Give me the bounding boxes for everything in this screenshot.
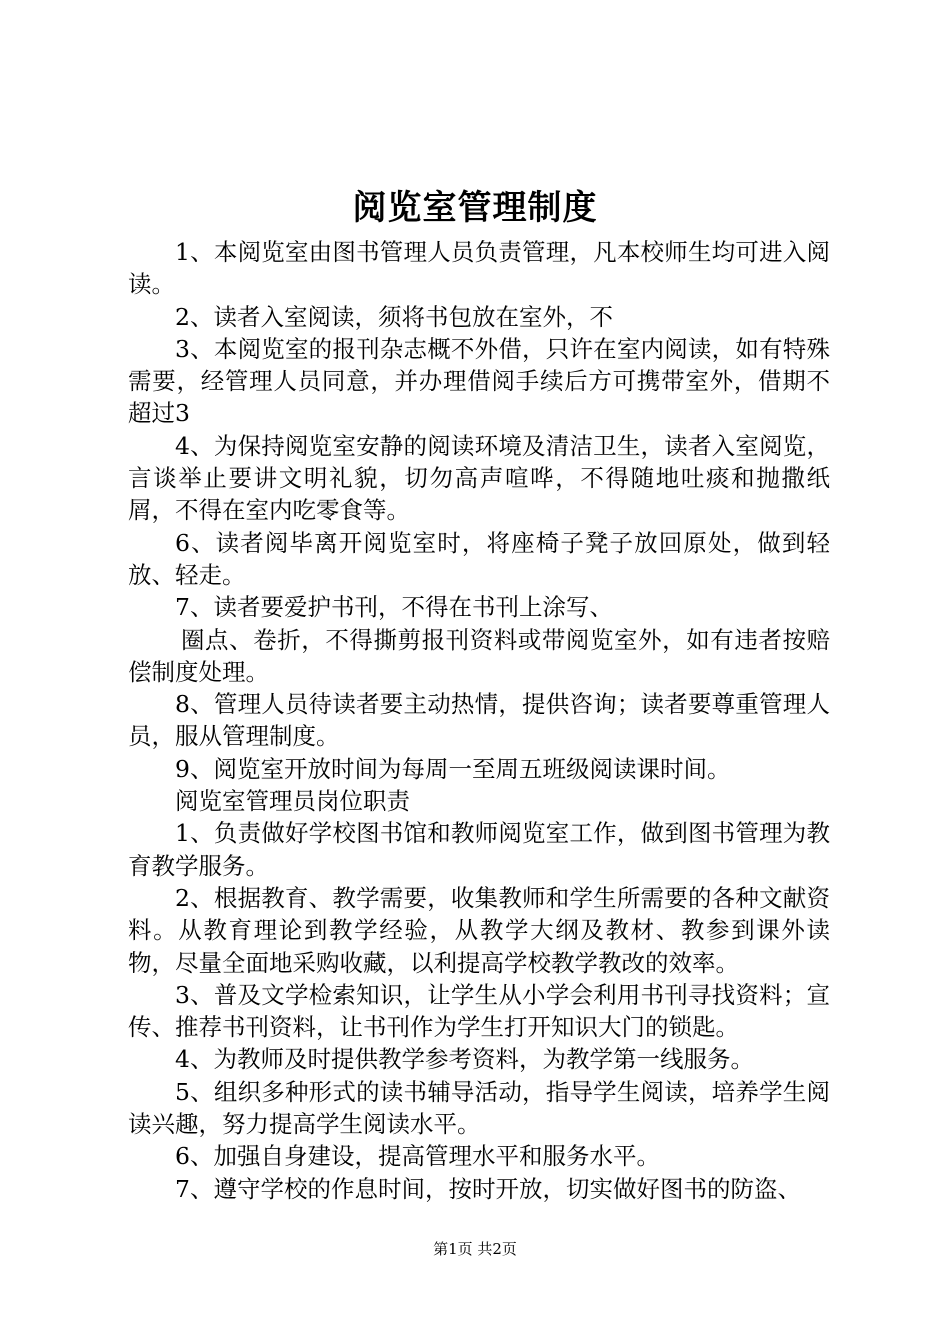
page-number-footer: 第1页 共2页 xyxy=(433,1240,517,1258)
duty-paragraph-3: 3、普及文学检索知识，让学生从小学会利用书刊寻找资料；宣传、推荐书刊资料，让书刊作为学生打开知识大门的锁匙。 xyxy=(128,980,830,1042)
rule-paragraph-7: 7、读者要爱护书刊，不得在书刊上涂写、 xyxy=(175,593,613,622)
rule-paragraph-6: 6、读者阅毕离开阅览室时，将座椅子凳子放回原处，做到轻放、轻走。 xyxy=(128,528,830,589)
duty-paragraph-5: 5、组织多种形式的读书辅导活动，指导学生阅读，培养学生阅读兴趣，努力提高学生阅读水平。 xyxy=(128,1077,830,1139)
rule-paragraph-9: 9、阅览室开放时间为每周一至周五班级阅读课时间。 xyxy=(175,754,731,783)
duty-paragraph-2: 2、根据教育、教学需要，收集教师和学生所需要的各种文献资料。从教育理论到教学经验，从教学大纲及教材、教参到课外读物，尽量全面地采购收藏，以利提高学校教学教改的效率。 xyxy=(128,883,830,977)
rule-paragraph-7-continued: 圈点、卷折，不得撕剪报刊资料或带阅览室外，如有违者按赔偿制度处理。 xyxy=(128,625,830,686)
duty-paragraph-6: 6、加强自身建设，提高管理水平和服务水平。 xyxy=(175,1142,660,1171)
rule-paragraph-4: 4、为保持阅览室安静的阅读环境及清洁卫生，读者入室阅览，言谈举止要讲文明礼貌，切勿高声喧哗，不得随地吐痰和抛撒纸屑，不得在室内吃零食等。 xyxy=(128,431,830,525)
rule-paragraph-8: 8、管理人员待读者要主动热情，提供咨询；读者要尊重管理人员，服从管理制度。 xyxy=(128,690,830,751)
rule-paragraph-3: 3、本阅览室的报刊杂志概不外借，只许在室内阅读，如有特殊需要，经管理人员同意，并办理借阅手续后方可携带室外，借期不超过3 xyxy=(128,334,830,428)
duty-paragraph-4: 4、为教师及时提供教学参考资料，为教学第一线服务。 xyxy=(175,1045,754,1074)
duty-paragraph-1: 1、负责做好学校图书馆和教师阅览室工作，做到图书管理为教育教学服务。 xyxy=(128,819,830,880)
duty-paragraph-7: 7、遵守学校的作息时间，按时开放，切实做好图书的防盗、 xyxy=(175,1174,801,1203)
rule-paragraph-2: 2、读者入室阅读，须将书包放在室外，不 xyxy=(175,302,613,331)
section-heading-duties: 阅览室管理员岗位职责 xyxy=(175,787,410,816)
document-body xyxy=(128,236,830,1205)
rule-paragraph-1: 1、本阅览室由图书管理人员负责管理，凡本校师生均可进入阅读。 xyxy=(128,238,830,299)
page-title: 阅览室管理制度 xyxy=(352,188,598,228)
